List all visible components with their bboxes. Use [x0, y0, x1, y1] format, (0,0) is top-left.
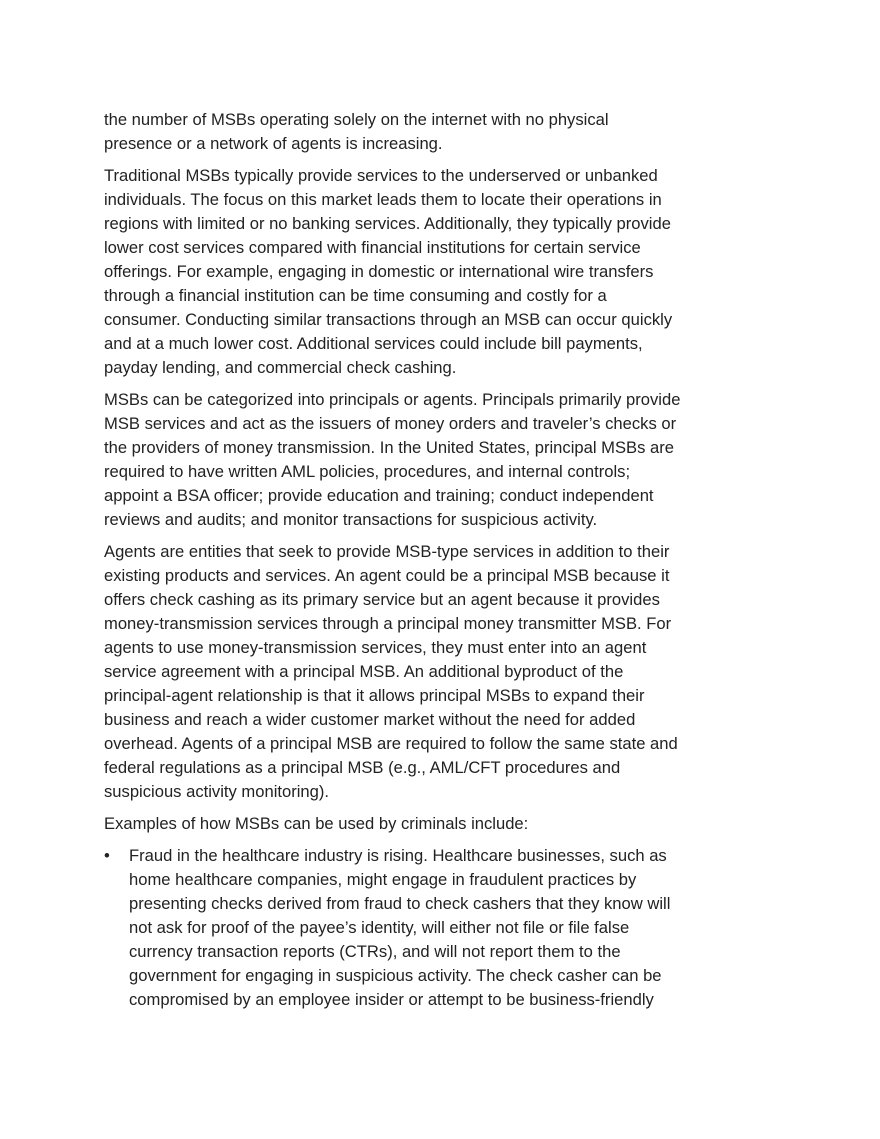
text-line: individuals. The focus on this market leads them to locate their operations in [104, 190, 662, 209]
text-line: the providers of money transmission. In the United States, principal MSBs are [104, 438, 674, 457]
text-line: offers check cashing as its primary service but an agent because it provides [104, 590, 660, 609]
text-line: reviews and audits; and monitor transactions for suspicious activity. [104, 510, 598, 529]
text-line: offerings. For example, engaging in domestic or international wire transfers [104, 262, 654, 281]
text-line: not ask for proof of the payee’s identity, will either not file or file false [129, 918, 630, 937]
text-line: appoint a BSA officer; provide education and training; conduct independent [104, 486, 654, 505]
paragraph [104, 108, 784, 156]
bullet-icon: • [104, 846, 110, 865]
text-line: service agreement with a principal MSB. An additional byproduct of the [104, 662, 624, 681]
text-line: government for engaging in suspicious activity. The check casher can be [129, 966, 662, 985]
text-line: Traditional MSBs typically provide services to the underserved or unbanked [104, 166, 658, 185]
text-line: payday lending, and commercial check cashing. [104, 358, 457, 377]
text-line: Examples of how MSBs can be used by criminals include: [104, 814, 529, 833]
paragraph [104, 812, 784, 836]
bullet-list-item [104, 844, 784, 1012]
text-line: presence or a network of agents is increasing. [104, 134, 443, 153]
text-line: principal-agent relationship is that it allows principal MSBs to expand their [104, 686, 645, 705]
text-line: money-transmission services through a principal money transmitter MSB. For [104, 614, 672, 633]
text-line: MSBs can be categorized into principals or agents. Principals primarily provide [104, 390, 681, 409]
text-line: presenting checks derived from fraud to check cashers that they know will [129, 894, 671, 913]
text-line: consumer. Conducting similar transactions through an MSB can occur quickly [104, 310, 673, 329]
text-line: Fraud in the healthcare industry is rising. Healthcare businesses, such as [129, 846, 667, 865]
text-line: lower cost services compared with financial institutions for certain service [104, 238, 641, 257]
text-line: currency transaction reports (CTRs), and will not report them to the [129, 942, 621, 961]
paragraph [104, 164, 784, 380]
text-line: suspicious activity monitoring). [104, 782, 330, 801]
text-line: business and reach a wider customer market without the need for added [104, 710, 636, 729]
text-line: the number of MSBs operating solely on the internet with no physical [104, 110, 609, 129]
text-line: required to have written AML policies, procedures, and internal controls; [104, 462, 631, 481]
document-page [104, 108, 784, 1020]
text-line: and at a much lower cost. Additional services could include bill payments, [104, 334, 643, 353]
paragraph [104, 540, 784, 804]
text-line: federal regulations as a principal MSB (e.g., AML/CFT procedures and [104, 758, 621, 777]
text-line: compromised by an employee insider or attempt to be business-friendly [129, 990, 654, 1009]
text-line: through a financial institution can be time consuming and costly for a [104, 286, 607, 305]
text-line: agents to use money-transmission services, they must enter into an agent [104, 638, 647, 657]
text-line: Agents are entities that seek to provide MSB-type services in addition to their [104, 542, 670, 561]
text-line: home healthcare companies, might engage in fraudulent practices by [129, 870, 637, 889]
paragraph [104, 388, 784, 532]
text-line: regions with limited or no banking services. Additionally, they typically provide [104, 214, 671, 233]
text-line: overhead. Agents of a principal MSB are required to follow the same state and [104, 734, 678, 753]
text-line: existing products and services. An agent could be a principal MSB because it [104, 566, 670, 585]
text-line: MSB services and act as the issuers of money orders and traveler’s checks or [104, 414, 677, 433]
